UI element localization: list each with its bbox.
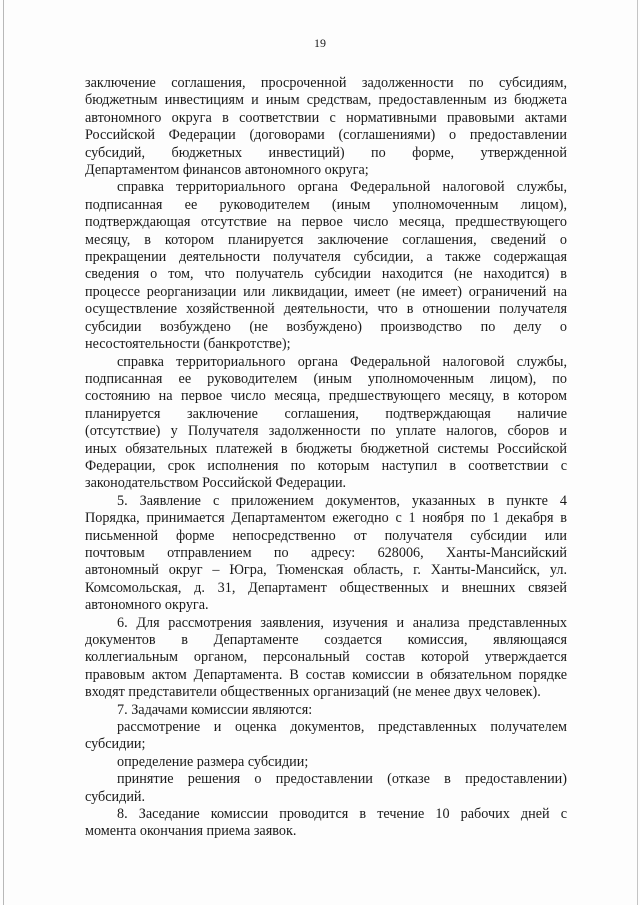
text-line: принятие решения о предоставлении (отказе в предоставлении) — [117, 771, 567, 788]
text-line: автономный округ – Югра, Тюменская область, г. Ханты-Мансийск, ул. — [85, 562, 567, 579]
text-line: законодательством Российской Федерации. — [85, 475, 347, 492]
body-text — [85, 75, 567, 841]
text-line: 8. Заседание комиссии проводится в течение 10 рабочих дней с — [117, 806, 567, 823]
paragraph — [85, 179, 567, 353]
scan-edge-left — [3, 0, 4, 905]
text-line: заключение соглашения, просроченной задолженности по субсидиям, — [85, 75, 567, 91]
text-line: месяцу, в котором планируется заключение соглашения, сведений о — [85, 231, 567, 248]
text-line: подписанная ее руководителем (иным уполномоченным лицом), по — [85, 370, 567, 387]
paragraph — [85, 493, 567, 615]
text-line: 6. Для рассмотрения заявления, изучения и анализа представленных — [117, 614, 567, 631]
text-line: осуществление хозяйственной деятельности, что в отношении получателя — [85, 301, 567, 318]
text-line: 5. Заявление с приложением документов, указанных в пункте 4 — [117, 492, 567, 509]
text-line: правовым актом Департамента. В состав комиссии в обязательном порядке — [85, 666, 567, 683]
text-line: сведения о том, что получатель субсидии находится (не находится) в — [85, 266, 567, 283]
paragraph — [85, 354, 567, 493]
text-line: 7. Задачами комиссии являются: — [117, 701, 313, 718]
text-line: Российской Федерации (договорами (соглашениями) о предоставлении — [85, 127, 567, 144]
text-line: (отсутствие) у Получателя задолженности по уплате налогов, сборов и — [85, 423, 567, 440]
text-line: входят представители общественных организаций (не менее двух человек). — [85, 684, 541, 701]
text-line: справка территориального органа Федеральной налоговой службы, — [117, 179, 567, 196]
text-line: подписанная ее руководителем (иным уполномоченным лицом), — [85, 196, 567, 213]
text-line: субсидий, бюджетных инвестиций) по форме, утвержденной — [85, 144, 567, 161]
text-line: субсидии возбуждено (не возбуждено) производство по делу о — [85, 318, 567, 335]
text-line: справка территориального органа Федеральной налоговой службы, — [117, 353, 567, 370]
text-line: иных обязательных платежей в бюджеты бюджетной системы Российской — [85, 440, 567, 457]
text-line: документов в Департаменте создается комиссия, являющаяся — [85, 632, 567, 648]
paragraph — [85, 75, 567, 179]
text-line: рассмотрение и оценка документов, представленных получателем — [117, 719, 567, 736]
text-line: письменной форме непосредственно от получателя субсидии или — [85, 527, 567, 544]
text-line: прекращении деятельности получателя субсидии, а также содержащая — [85, 249, 567, 266]
text-line: процессе реорганизации или ликвидации, имеет (не имеет) ограничений на — [85, 283, 567, 300]
scan-edge-right — [637, 0, 638, 905]
paragraph — [85, 719, 567, 754]
text-line: почтовым отправлением по адресу: 628006, Ханты-Мансийский — [85, 544, 567, 561]
text-line: Комсомольская, д. 31, Департамент общественных и внешних связей — [85, 579, 567, 596]
paragraph — [85, 702, 567, 719]
paragraph — [85, 806, 567, 841]
text-line: несостоятельности (банкротстве); — [85, 336, 291, 353]
text-line: автономного округа. — [85, 597, 209, 614]
page-number: 19 — [314, 36, 326, 50]
text-line: состоянию на первое число месяца, предшествующего месяцу, в котором — [85, 388, 567, 405]
text-line: субсидии; — [85, 736, 146, 753]
text-line: определение размера субсидии; — [117, 753, 309, 770]
text-line: Департаментом финансов автономного округа; — [85, 162, 369, 179]
text-line: коллегиальным органом, персональный состав которой утверждается — [85, 649, 567, 666]
text-line: подтверждающая отсутствие на первое число месяца, предшествующего — [85, 214, 567, 231]
paragraph — [85, 754, 567, 771]
text-line: момента окончания приема заявок. — [85, 823, 297, 840]
text-line: бюджетным инвестициям и иным средствам, предоставленным из бюджета — [85, 92, 567, 109]
text-line: планируется заключение соглашения, подтверждающая наличие — [85, 405, 567, 422]
paragraph — [85, 615, 567, 702]
text-line: автономного округа в соответствии с нормативными правовыми актами — [85, 109, 567, 126]
paragraph — [85, 771, 567, 806]
text-line: Порядка, принимается Департаментом ежегодно с 1 ноября по 1 декабря в — [85, 510, 567, 527]
text-line: Федерации, срок исполнения по которым наступил в соответствии с — [85, 457, 567, 474]
text-line: субсидий. — [85, 788, 146, 805]
